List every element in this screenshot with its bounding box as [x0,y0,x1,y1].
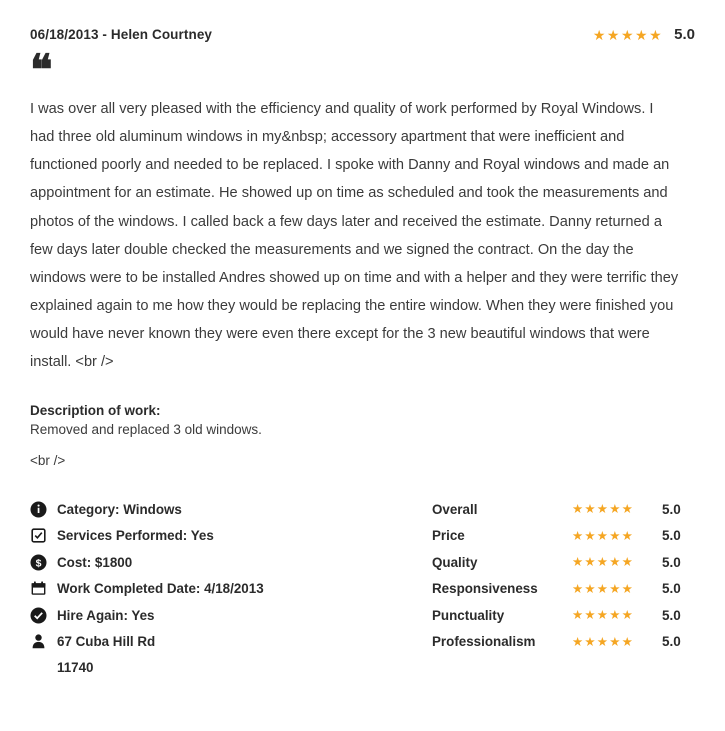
score-value: 5.0 [662,554,681,570]
review-date-author: 06/18/2013 - Helen Courtney [30,27,213,42]
quote-icon: ❝ [30,45,53,94]
score-row-professionalism [432,629,695,656]
check-circle-icon [30,607,47,624]
score-row-responsiveness [432,576,695,603]
fact-label: Cost: $1800 [57,554,133,570]
fact-row-work-completed-date [30,576,410,603]
star-rating-icon: ★★★★★ [572,608,635,623]
fact-row-hire-again [30,602,410,629]
score-label: Overall [432,501,478,517]
score-row-quality [432,549,695,576]
score-row-overall [432,496,695,523]
fact-row-category [30,496,410,523]
person-icon [30,633,47,650]
review-header [30,26,695,43]
star-rating-icon: ★★★★★ [572,528,635,543]
fact-row-cost [30,549,410,576]
score-value: 5.0 [662,607,681,623]
overall-rating-value: 5.0 [674,26,695,43]
fact-row-address [30,629,410,656]
scores-column [410,496,695,682]
clipboard-check-icon [30,527,47,544]
address-zip: 11740 [57,660,94,676]
score-label: Price [432,528,465,544]
score-row-price [432,523,695,550]
description-of-work-text: Removed and replaced 3 old windows. [30,421,262,437]
score-value: 5.0 [662,634,681,650]
info-icon [30,501,47,518]
review-body-text: I was over all very pleased with the efficiency and quality of work performed by Royal Windows. I had three old aluminum windows in my&nbsp; accessory apartment that were inefficient and functioned poorly and needed to be replaced. I spoke with Danny and Royal windows and made an appointment for an estimate. He showed up on time as scheduled and took the measurements and photos of the windows. I called back a few days later and received the estimate. Danny returned a few days later double checked the measurements and we signed the contract. On the day the windows were to be installed Andres showed up on time and with a helper and they were terrific they explained again to me how they would be replacing the entire window. When they were finished you would have never known they were even there except for the 3 new beautiful windows that were install. <br /> [30,101,679,371]
fact-label: Work Completed Date: 4/18/2013 [57,581,264,597]
fact-label: Hire Again: Yes [57,607,155,623]
score-label: Professionalism [432,634,536,650]
score-row-punctuality [432,602,695,629]
fact-label: 67 Cuba Hill Rd [57,634,156,650]
fact-row-services-performed [30,523,410,550]
score-label: Quality [432,554,478,570]
review-details [30,496,695,682]
star-rating-icon: ★★★★★ [572,581,635,596]
facts-column [30,496,410,682]
score-value: 5.0 [662,581,681,597]
star-rating-icon: ★★★★★ [592,26,664,43]
star-rating-icon: ★★★★★ [572,502,635,517]
svg-text:$: $ [35,557,42,570]
score-value: 5.0 [662,528,681,544]
star-rating-icon: ★★★★★ [572,634,635,649]
score-value: 5.0 [662,501,681,517]
star-rating-icon: ★★★★★ [572,555,635,570]
fact-label: Category: Windows [57,501,182,517]
score-label: Punctuality [432,607,505,623]
score-label: Responsiveness [432,581,538,597]
calendar-icon [30,580,47,597]
description-of-work-title: Description of work: [30,402,161,418]
fact-label: Services Performed: Yes [57,528,214,544]
overall-rating [593,26,695,43]
dollar-icon [30,554,47,571]
description-of-work-extra: <br /> [30,453,66,469]
